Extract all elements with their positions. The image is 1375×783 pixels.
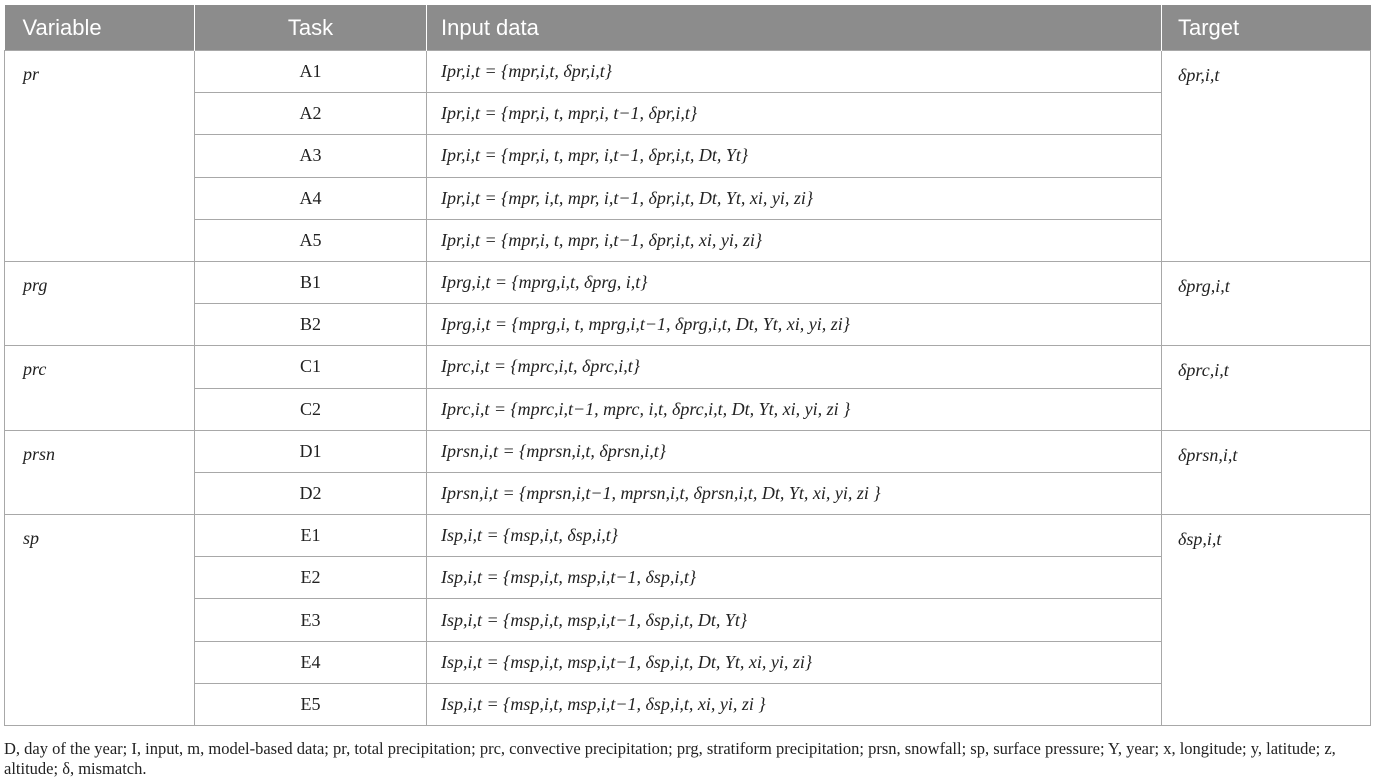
input-cell: Iprc,i,t = {mprc,i,t−1, mprc, i,t, δprc,i,t, Dt, Yt, xi, yi, zi }	[427, 388, 1162, 430]
input-cell: Isp,i,t = {msp,i,t, msp,i,t−1, δsp,i,t, xi, yi, zi }	[427, 683, 1162, 725]
input-cell: Ipr,i,t = {mpr,i,t, δpr,i,t}	[427, 51, 1162, 93]
task-cell: D1	[195, 430, 427, 472]
task-cell: C2	[195, 388, 427, 430]
variable-cell: prg	[5, 261, 195, 345]
task-cell: E1	[195, 515, 427, 557]
target-cell: δprg,i,t	[1162, 261, 1371, 345]
variable-cell: sp	[5, 515, 195, 726]
target-cell: δprc,i,t	[1162, 346, 1371, 430]
header-input-data: Input data	[427, 5, 1162, 51]
task-cell: E2	[195, 557, 427, 599]
input-cell: Iprsn,i,t = {mprsn,i,t−1, mprsn,i,t, δprsn,i,t, Dt, Yt, xi, yi, zi }	[427, 472, 1162, 514]
input-cell: Ipr,i,t = {mpr,i, t, mpr,i, t−1, δpr,i,t}	[427, 93, 1162, 135]
task-cell: E5	[195, 683, 427, 725]
header-target: Target	[1162, 5, 1371, 51]
task-cell: A3	[195, 135, 427, 177]
input-cell: Ipr,i,t = {mpr,i, t, mpr, i,t−1, δpr,i,t, Dt, Yt}	[427, 135, 1162, 177]
input-cell: Iprsn,i,t = {mprsn,i,t, δprsn,i,t}	[427, 430, 1162, 472]
variable-cell: pr	[5, 51, 195, 262]
input-cell: Ipr,i,t = {mpr,i, t, mpr, i,t−1, δpr,i,t, xi, yi, zi}	[427, 219, 1162, 261]
table-row	[5, 515, 1371, 557]
table-frame	[4, 5, 1370, 726]
task-cell: A1	[195, 51, 427, 93]
input-cell: Iprc,i,t = {mprc,i,t, δprc,i,t}	[427, 346, 1162, 388]
variable-cell: prc	[5, 346, 195, 430]
input-cell: Isp,i,t = {msp,i,t, δsp,i,t}	[427, 515, 1162, 557]
table-row	[5, 430, 1371, 472]
task-cell: E4	[195, 641, 427, 683]
table-row	[5, 261, 1371, 303]
task-cell: A5	[195, 219, 427, 261]
input-cell: Ipr,i,t = {mpr, i,t, mpr, i,t−1, δpr,i,t, Dt, Yt, xi, yi, zi}	[427, 177, 1162, 219]
target-cell: δpr,i,t	[1162, 51, 1371, 262]
input-cell: Iprg,i,t = {mprg,i, t, mprg,i,t−1, δprg,i,t, Dt, Yt, xi, yi, zi}	[427, 304, 1162, 346]
task-cell: D2	[195, 472, 427, 514]
table-row	[5, 51, 1371, 93]
variable-cell: prsn	[5, 430, 195, 514]
table-footnote: D, day of the year; I, input, m, model-based data; pr, total precipitation; prc, convective precipitation; prg, stratiform precipitation; prsn, snowfall; sp, surface pressure; Y, year; x, longitude; y, latitude; z, altitude; δ, mismatch.	[4, 739, 1336, 778]
header-variable: Variable	[5, 5, 195, 51]
task-cell: A4	[195, 177, 427, 219]
input-cell: Iprg,i,t = {mprg,i,t, δprg, i,t}	[427, 261, 1162, 303]
input-cell: Isp,i,t = {msp,i,t, msp,i,t−1, δsp,i,t, Dt, Yt, xi, yi, zi}	[427, 641, 1162, 683]
target-cell: δprsn,i,t	[1162, 430, 1371, 514]
task-cell: C1	[195, 346, 427, 388]
table-body	[5, 51, 1371, 726]
input-cell: Isp,i,t = {msp,i,t, msp,i,t−1, δsp,i,t}	[427, 557, 1162, 599]
input-cell: Isp,i,t = {msp,i,t, msp,i,t−1, δsp,i,t, Dt, Yt}	[427, 599, 1162, 641]
header-task: Task	[195, 5, 427, 51]
task-cell: E3	[195, 599, 427, 641]
task-cell: B2	[195, 304, 427, 346]
task-cell: B1	[195, 261, 427, 303]
table-row	[5, 346, 1371, 388]
variables-tasks-table	[4, 5, 1371, 726]
table-header	[5, 5, 1371, 51]
header-row	[5, 5, 1371, 51]
target-cell: δsp,i,t	[1162, 515, 1371, 726]
task-cell: A2	[195, 93, 427, 135]
